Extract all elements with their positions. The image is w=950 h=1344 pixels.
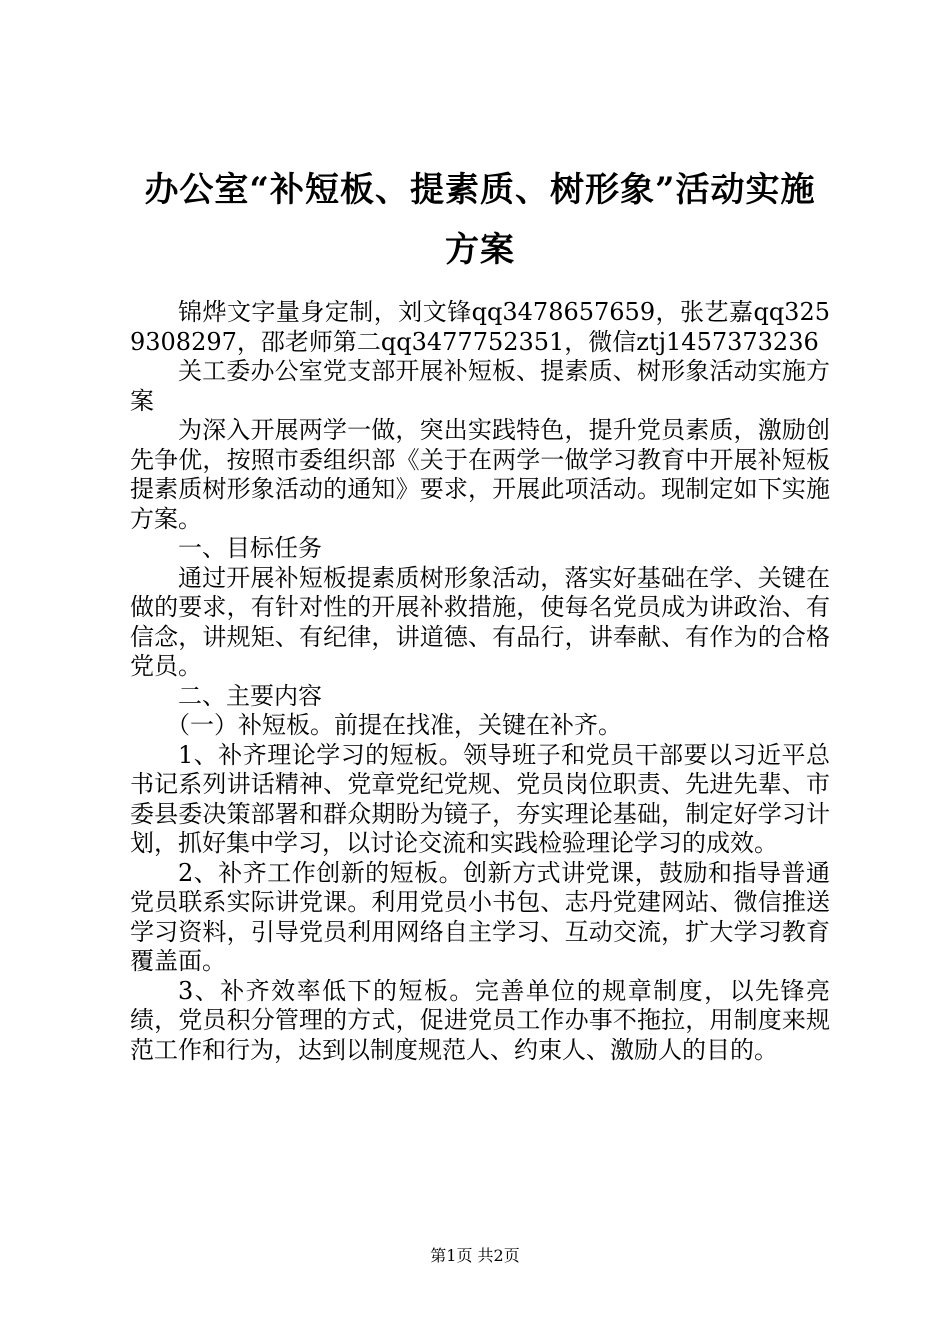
subtitle-paragraph: 关工委办公室党支部开展补短板、提素质、树形象活动实施方案	[130, 357, 830, 415]
section2-heading: 二、主要内容	[178, 681, 322, 710]
document-page	[130, 0, 830, 1344]
subsection1-heading: （一）补短板。前提在找准，关键在补齐。	[166, 711, 622, 739]
intro-paragraph: 为深入开展两学一做，突出实践特色，提升党员素质，激励创先争优，按照市委组织部《关于在两学一做学习教育中开展补短板提素质树形象活动的通知》要求，开展此项活动。现制定如下实施方案。	[130, 416, 830, 533]
item3-paragraph: 3、补齐效率低下的短板。完善单位的规章制度，以先锋亮绩，党员积分管理的方式，促进党员工作办事不拖拉，用制度来规范工作和行为，达到以制度规范人、约束人、激励人的目的。	[130, 976, 830, 1064]
document-title: 办公室“补短板、提素质、树形象”活动实施方案	[144, 170, 816, 270]
author-line: 锦烨文字量身定制，刘文锋qq3478657659，张艺嘉qq3259308297，邵老师第二qq3477752351，微信ztj1457373236	[130, 298, 830, 356]
page-footer: 第1页 共2页	[430, 1246, 520, 1265]
section1-heading: 一、目标任务	[178, 534, 322, 562]
section1-paragraph: 通过开展补短板提素质树形象活动，落实好基础在学、关键在做的要求，有针对性的开展补救措施，使每名党员成为讲政治、有信念，讲规矩、有纪律，讲道德、有品行，讲奉献、有作为的合格党员。	[130, 563, 830, 680]
item1-paragraph: 1、补齐理论学习的短板。领导班子和党员干部要以习近平总书记系列讲话精神、党章党纪党规、党员岗位职责、先进先辈、市委县委决策部署和群众期盼为镜子，夯实理论基础，制定好学习计划，抓好集中学习，以讨论交流和实践检验理论学习的成效。	[130, 740, 830, 857]
item2-paragraph: 2、补齐工作创新的短板。创新方式讲党课，鼓励和指导普通党员联系实际讲党课。利用党员小书包、志丹党建网站、微信推送学习资料，引导党员利用网络自主学习、互动交流，扩大学习教育覆盖面。	[130, 858, 830, 975]
document-body	[130, 298, 830, 1065]
